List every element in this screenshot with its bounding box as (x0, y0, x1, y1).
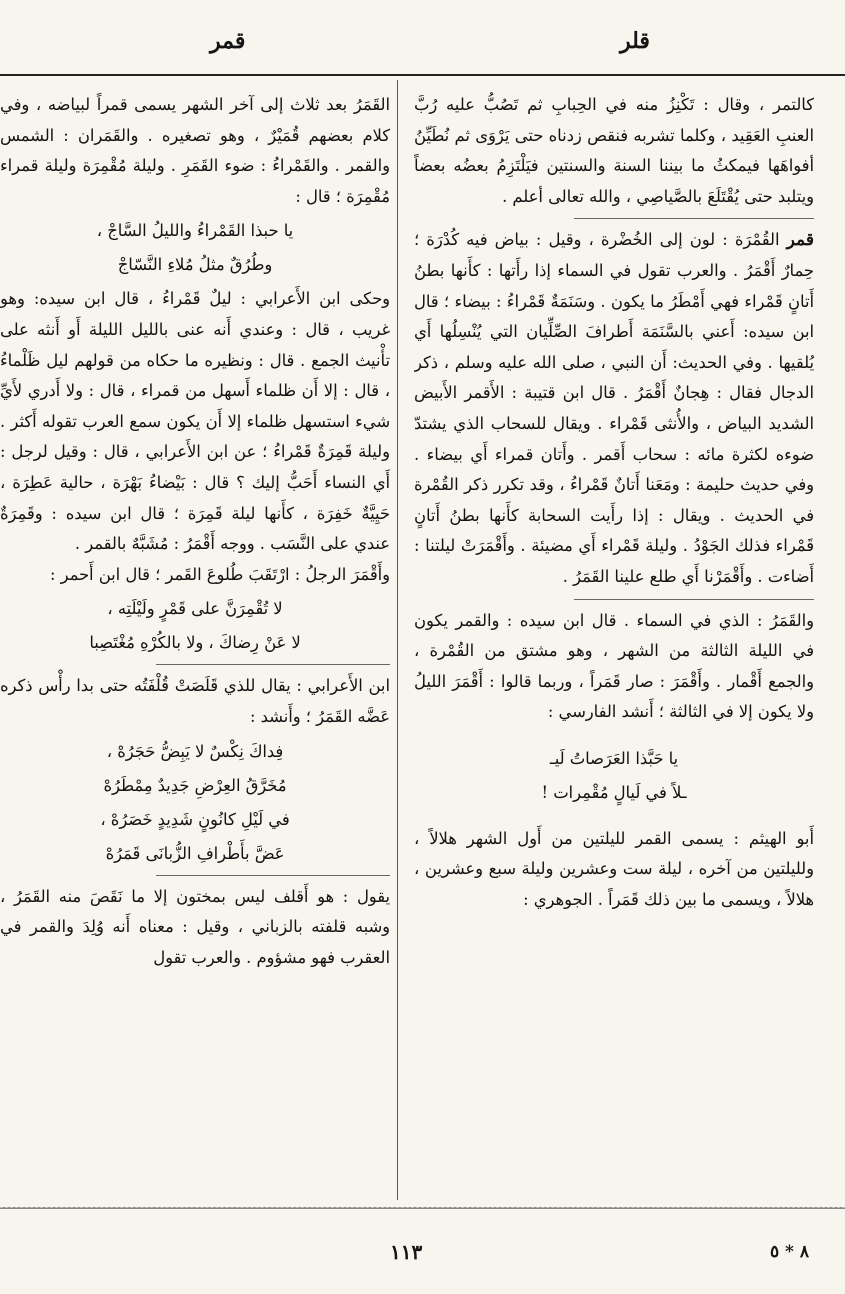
left-verse-1: يا حبذا القَمْراءُ والليلُ السَّاجْ ، (96, 221, 294, 241)
header-left-word: قمر (210, 28, 246, 54)
right-paragraph-3: والقَمَرُ : الذي في السماء . قال ابن سيده : والقمر يكون في الليلة الثالثة من الشهر ، وهو مشتق من القُمْرة ، والجمع أَقْمار . وأَقْمَرَ : صار قَمَراً ، وربما قالوا : أَقْمَرَ الليلُ ولا يكون إلا في الثالثة ؛ أَنشد الفارسي : (414, 610, 814, 722)
left-verse-5: فِداكَ نِكْسٌ لا يَبِضُّ حَجَرُهْ ، (106, 741, 284, 761)
left-verse-4: لا عَنْ رِضاكَ ، ولا بالكُرْهِ مُغْتَصِبا (89, 633, 301, 653)
left-paragraph-1: القَمَرُ بعد ثلاث إلى آخر الشهر يسمى قمراً لبياضه ، وفي كلام بعضهم قُمَيْرٌ ، وهو تصغيره . والقَمَران : الشمس والقمر . والقَمْراءُ : ضوء القَمَرِ . وليلة مُقْمِرَة وليلة قمراء مُقْمِرَة ؛ قال : (0, 95, 390, 206)
entry-headword: قمر (786, 230, 814, 251)
left-verse-2: وطُرُقٌ مثلُ مُلاءِ النَّسّاجْ (117, 255, 273, 275)
right-verse-2: ـلاً في لَيالٍ مُقْمِرات ! (541, 782, 687, 802)
left-paragraph-3: وأَقْمَرَ الرجلُ : ارْتَقَبَ طُلوعَ القَمر ؛ قال ابن أَحمر : (49, 564, 390, 584)
header-right-word: قلر (620, 28, 650, 54)
left-verse-8: عَضَّ بأَطْرافِ الزُّبانَى قَمَرُهْ (105, 843, 285, 863)
left-verse-6: مُخَرَّقُ العِرْضِ جَدِيدٌ مِمْطَرُهْ (103, 775, 287, 795)
column-divider (397, 80, 398, 1200)
left-paragraph-5: يقول : هو أَقلف ليس بمختون إلا ما نَقَصَ منه القَمَرُ ، وشبه قلفته بالزباني ، وقيل : معناه أَنه وُلِدَ والقمر في العقرب فهو مشؤوم . والعرب تقول (0, 886, 390, 967)
printer-signature: ٨ * ٥ (770, 1242, 810, 1262)
entry-qamar (414, 225, 814, 592)
left-verse-7: في لَيْلِ كانُونٍ شَدِيدٍ خَصَرُهْ ، (100, 809, 290, 829)
entry-separator (574, 218, 814, 219)
right-paragraph-1: كالتمر ، وقال : تَكْنِزُ منه في الحِبابِ ثم تَصُبُّ عليه رُبَّ العنبِ العَقِيد ، وكلما تشربه فنقص زدناه حتى يَرْوَى ثم نُطَيِّنُ أفواهَها فيمكثُ ما بيننا السنة والسنتين فيَلْتَزِمُ بعضُه بعضاً ويتلبد حتى يُقْتَلَعَ بالصَّياصِي ، والله تعالى أعلم . (414, 95, 814, 206)
section-separator-left (156, 664, 390, 665)
section-separator-left-2 (156, 875, 390, 876)
left-paragraph-4: ابن الأَعرابي : يقال للذي قَلَصَتْ قُلْفَتُه حتى بدا رأْس ذكره عَضَّه القَمَرُ ؛ وأَنشد : (0, 676, 390, 726)
right-verse-1: يا حَبَّذا العَرَصاتُ لَيـ (549, 748, 679, 768)
footer-rule (0, 1207, 845, 1209)
right-column (414, 90, 814, 1200)
left-paragraph-2: وحكى ابن الأَعرابي : ليلٌ قَمْراءُ ، قال ابن سيده: وهو غريب ، قال : وعندي أَنه عنى بالليل الليلة أَو أَنثه على تأْنيث الجمع . قال : ونظيره ما حكاه من قولهم ليل ظَلْماءُ ، قال : إلا أَن ظلماء أَسهل من قمراء ، قال : ولا أَدري لأَيِّ شيء استسهل ظلماء إلا أَن يكون سمع العرب تقوله أَكثر . وليلة قَمِرَةٌ قَمْراءُ ؛ عن ابن الأَعرابي ، قال : وقيل لرجل : أَي النساء أَحَبُّ إليك ؟ قال : بَيْضاءُ بَهْرَة ، حالية عَطِرَة ، حَيِيَّةٌ خَفِرَة ، كأَنها ليلة قَمِرَة ؛ قال ابن سيده : وقَمِرَةٌ عندي على النَّسَب . ووجه أَقْمَرُ : مُشَبَّهٌ بالقمر . (0, 289, 390, 554)
page-number: ١١٣ (390, 1240, 423, 1264)
left-column (0, 90, 390, 1200)
right-paragraph-4: أَبو الهيثم : يسمى القمر لليلتين من أَول الشهر هلالاً ، ولليلتين من آخره ، ليلة ست وعشرين وليلة سبع وعشرين ، هلالاً ، ويسمى ما بين ذلك قَمَراً . الجوهري : (414, 828, 814, 910)
left-verse-3: لا تُقْمِرَنَّ على قَمْرٍ ولَيْلَتِه ، (107, 599, 283, 619)
header-rule (0, 74, 845, 76)
right-paragraph-2: القُمْرَة : لون إلى الخُضْرة ، وقيل : بياض فيه كُدْرَة ؛ حِمارٌ أَقْمَرُ . والعرب تقول في السماء إذا رأَتها : كأَنها بطنُ أَتانٍ قَمْراء فهي أَمْطَرُ ما يكون . وسَنَمَةٌ قَمْراءُ : بيضاء ؛ قال ابن سيده: أَعني بالسَّنَمَة أَطرافَ الصِّلِّيان التي يُنْسِلُها أَي يُلقيها . وفي الحديث: أَن النبي ، صلى الله عليه وسلم ، ذكر الدجال فقال : هِجانٌ أَقْمَرُ . قال ابن قتيبة : الأَقمر الأَبيض الشديد البياض ، والأُنثى قَمْراء . ويقال للسحاب الذي يشتدّ ضوءه لكثرة مائه : سحاب أَقمر . وأَتان قمراء أَي بيضاء . وفي حديث حليمة : ومَعَنا أَتانٌ قَمْراءُ ، وقد تكرر ذكر القُمْرة في الحديث . ويقال : إذا رأَيت السحابة كأَنها بطنُ أَتانٍ قَمْراء فذلك الجَوْدُ . وليلة قَمْراء أَي مضيئة . وأَقْمَرَتْ ليلتنا : أَضاءت . وأَقْمَرْنا أَي طلع علينا القَمَرُ . (414, 230, 814, 586)
section-separator (574, 599, 814, 600)
